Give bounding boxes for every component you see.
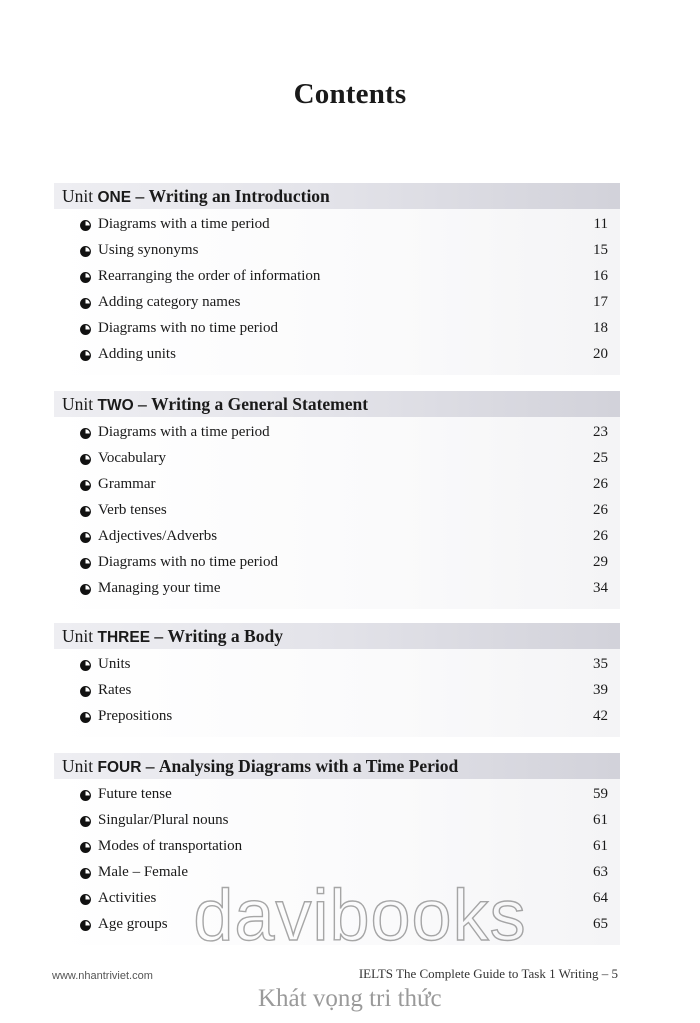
toc-entry-label: Adjectives/Adverbs xyxy=(98,528,218,544)
toc-entry-page-number: 59 xyxy=(593,786,608,802)
toc-entry-page-number: 34 xyxy=(593,580,608,596)
half-filled-circle-bullet-icon xyxy=(80,660,91,671)
toc-entry[interactable] xyxy=(54,835,620,861)
unit-header xyxy=(54,623,620,649)
unit-items xyxy=(54,209,620,375)
half-filled-circle-bullet-icon xyxy=(80,920,91,931)
toc-entry[interactable] xyxy=(54,473,620,499)
toc-entry-label: Grammar xyxy=(98,476,156,492)
toc-entry-label: Age groups xyxy=(98,916,168,932)
half-filled-circle-bullet-icon xyxy=(80,350,91,361)
toc-entry[interactable] xyxy=(54,213,620,239)
half-filled-circle-bullet-icon xyxy=(80,712,91,723)
toc-entry-label: Using synonyms xyxy=(98,242,199,258)
toc-entry-page-number: 26 xyxy=(593,502,608,518)
toc-entry-label: Diagrams with no time period xyxy=(98,554,278,570)
unit-section xyxy=(54,623,620,737)
page-title: Contents xyxy=(293,78,407,110)
toc-entry-label: Adding units xyxy=(98,346,176,362)
toc-entry-label: Vocabulary xyxy=(98,450,167,466)
unit-section xyxy=(54,183,620,375)
toc-entry-label: Rearranging the order of information xyxy=(98,268,321,284)
unit-header xyxy=(54,391,620,417)
toc-entry-label: Singular/Plural nouns xyxy=(98,812,229,828)
unit-separator: – xyxy=(154,626,164,646)
toc-entry[interactable] xyxy=(54,343,620,369)
unit-number: THREE xyxy=(97,629,151,646)
unit-number: FOUR xyxy=(97,759,142,776)
unit-header xyxy=(54,183,620,209)
toc-entry[interactable] xyxy=(54,653,620,679)
toc-entry-label: Modes of transportation xyxy=(98,838,243,854)
unit-separator: – xyxy=(135,186,145,206)
half-filled-circle-bullet-icon xyxy=(80,272,91,283)
half-filled-circle-bullet-icon xyxy=(80,506,91,517)
half-filled-circle-bullet-icon xyxy=(80,532,91,543)
toc-entry[interactable] xyxy=(54,679,620,705)
half-filled-circle-bullet-icon xyxy=(80,584,91,595)
toc-entry-page-number: 65 xyxy=(593,916,608,932)
half-filled-circle-bullet-icon xyxy=(80,246,91,257)
unit-header xyxy=(54,753,620,779)
toc-entry[interactable] xyxy=(54,265,620,291)
toc-entry[interactable] xyxy=(54,317,620,343)
toc-entry-label: Activities xyxy=(98,890,157,906)
toc-entry-page-number: 35 xyxy=(593,656,608,672)
toc-entry-page-number: 42 xyxy=(593,708,608,724)
half-filled-circle-bullet-icon xyxy=(80,480,91,491)
unit-title xyxy=(62,394,368,415)
unit-name: Writing an Introduction xyxy=(148,186,330,206)
half-filled-circle-bullet-icon xyxy=(80,558,91,569)
toc-entry-page-number: 64 xyxy=(593,890,608,906)
watermark-tagline: Khát vọng tri thức xyxy=(258,985,442,1012)
toc-entry[interactable] xyxy=(54,705,620,731)
watermark-brand: davibooks xyxy=(193,876,527,956)
toc-entry-label: Rates xyxy=(98,682,132,698)
toc-entry-page-number: 25 xyxy=(593,450,608,466)
toc-entry-label: Verb tenses xyxy=(98,502,167,518)
unit-prefix: Unit xyxy=(62,756,94,776)
toc-entry-label: Diagrams with a time period xyxy=(98,424,270,440)
toc-entry-label: Units xyxy=(98,656,131,672)
toc-entry-label: Diagrams with a time period xyxy=(98,216,270,232)
toc-entry-page-number: 23 xyxy=(593,424,608,440)
unit-separator: – xyxy=(145,756,155,776)
unit-prefix: Unit xyxy=(62,394,94,414)
toc-entry[interactable] xyxy=(54,783,620,809)
toc-entry-page-number: 11 xyxy=(593,216,608,232)
toc-entry-page-number: 20 xyxy=(593,346,608,362)
unit-number: ONE xyxy=(97,189,132,206)
half-filled-circle-bullet-icon xyxy=(80,868,91,879)
toc-entry[interactable] xyxy=(54,809,620,835)
unit-title xyxy=(62,626,283,647)
toc-entry-page-number: 63 xyxy=(593,864,608,880)
unit-items xyxy=(54,649,620,737)
unit-name: Writing a Body xyxy=(167,626,283,646)
toc-entry-label: Prepositions xyxy=(98,708,173,724)
half-filled-circle-bullet-icon xyxy=(80,894,91,905)
toc-entry[interactable] xyxy=(54,291,620,317)
unit-items xyxy=(54,417,620,609)
footer-book-title: IELTS The Complete Guide to Task 1 Writing – 5 xyxy=(358,966,618,981)
toc-entry-page-number: 18 xyxy=(593,320,608,336)
half-filled-circle-bullet-icon xyxy=(80,428,91,439)
toc-entry-label: Diagrams with no time period xyxy=(98,320,278,336)
half-filled-circle-bullet-icon xyxy=(80,454,91,465)
toc-entry-label: Managing your time xyxy=(98,580,221,596)
toc-entry-page-number: 17 xyxy=(593,294,608,310)
unit-prefix: Unit xyxy=(62,186,94,206)
toc-entry[interactable] xyxy=(54,447,620,473)
unit-name: Analysing Diagrams with a Time Period xyxy=(158,756,459,776)
unit-title xyxy=(62,756,458,777)
toc-entry-page-number: 26 xyxy=(593,528,608,544)
toc-entry-page-number: 26 xyxy=(593,476,608,492)
toc-entry[interactable] xyxy=(54,239,620,265)
half-filled-circle-bullet-icon xyxy=(80,842,91,853)
half-filled-circle-bullet-icon xyxy=(80,220,91,231)
toc-entry[interactable] xyxy=(54,499,620,525)
unit-prefix: Unit xyxy=(62,626,94,646)
toc-entry[interactable] xyxy=(54,525,620,551)
half-filled-circle-bullet-icon xyxy=(80,790,91,801)
toc-entry-page-number: 16 xyxy=(593,268,608,284)
toc-entry[interactable] xyxy=(54,421,620,447)
unit-title xyxy=(62,186,330,207)
toc-entry-label: Future tense xyxy=(98,786,172,802)
toc-entry-page-number: 61 xyxy=(593,838,608,854)
unit-section xyxy=(54,391,620,609)
half-filled-circle-bullet-icon xyxy=(80,816,91,827)
toc-entry-page-number: 29 xyxy=(593,554,608,570)
toc-entry-page-number: 15 xyxy=(593,242,608,258)
toc-entry-page-number: 61 xyxy=(593,812,608,828)
unit-name: Writing a General Statement xyxy=(151,394,369,414)
half-filled-circle-bullet-icon xyxy=(80,298,91,309)
toc-entry-label: Male – Female xyxy=(98,864,188,880)
toc-entry[interactable] xyxy=(54,551,620,577)
toc-entry[interactable] xyxy=(54,577,620,603)
footer-website: www.nhantriviet.com xyxy=(52,970,153,982)
half-filled-circle-bullet-icon xyxy=(80,324,91,335)
unit-separator: – xyxy=(138,394,147,414)
toc-entry-page-number: 39 xyxy=(593,682,608,698)
half-filled-circle-bullet-icon xyxy=(80,686,91,697)
unit-number: TWO xyxy=(97,397,134,414)
toc-entry-label: Adding category names xyxy=(98,294,241,310)
